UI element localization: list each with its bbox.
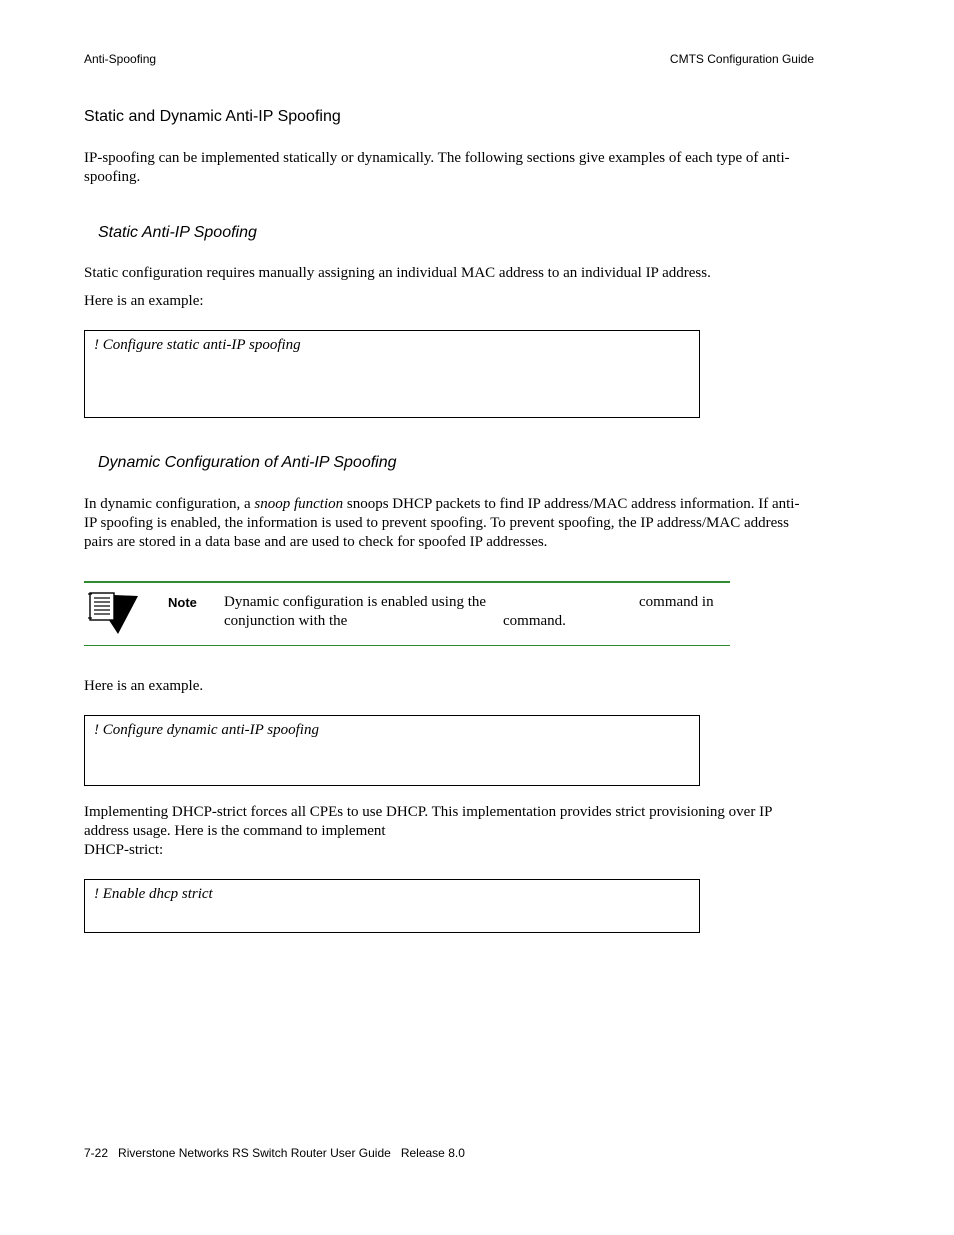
static-code-comment: ! Configure static anti-IP spoofing [94, 337, 301, 353]
dynamic-example-intro: Here is an example. [84, 678, 204, 694]
note-bottom-rule [84, 645, 730, 646]
strict-code-box [84, 879, 700, 933]
static-para-2: Here is an example: [84, 293, 204, 309]
note-line1-a: Dynamic configuration is enabled using the [224, 594, 487, 610]
note-label: Note [168, 595, 197, 610]
page-footer [84, 1146, 465, 1160]
strict-para-1: Implementing DHCP-strict forces all CPEs to use DHCP. This implementation provides strict provisioning over IP address usage. Here is the command to implement [84, 804, 772, 839]
static-subsection-title: Static Anti-IP Spoofing [98, 224, 257, 241]
footer-release: Release 8.0 [400, 1146, 465, 1160]
static-code-box [84, 330, 700, 418]
static-para-1: Static configuration requires manually assigning an individual MAC address to an individual IP address. [84, 265, 711, 281]
dynamic-para-post: snoops DHCP packets to find IP address/MAC address information. If anti-IP spoofing is enabled, the information is used to prevent spoofing. To prevent spoofing, the IP address/MAC address pairs are stored in a data base and are used to check for spoofed IP addresses. [84, 496, 800, 550]
dynamic-subsection-title: Dynamic Configuration of Anti-IP Spoofing [98, 454, 397, 471]
dynamic-para-pre: In dynamic configuration, a [84, 496, 255, 512]
dynamic-para-emphasis: snoop function [254, 496, 344, 512]
note-line1-b: command in [639, 594, 714, 610]
dynamic-code-comment: ! Configure dynamic anti-IP spoofing [94, 722, 319, 738]
strict-code-comment: ! Enable dhcp strict [94, 886, 213, 902]
note-line2-a: conjunction with the [224, 613, 348, 629]
running-header-left: Anti-Spoofing [84, 52, 157, 66]
note-top-rule [84, 581, 730, 583]
dynamic-code-box [84, 715, 700, 786]
section-title: Static and Dynamic Anti-IP Spoofing [84, 108, 341, 125]
strict-para-2: DHCP-strict: [84, 842, 164, 858]
footer-page-number: 7-22 [84, 1146, 109, 1160]
running-header-right: CMTS Configuration Guide [669, 52, 814, 66]
section-intro: IP-spoofing can be implemented statically or dynamically. The following sections give examples of each type of anti-spoofing. [84, 150, 790, 185]
note-pad-icon [86, 590, 142, 636]
dynamic-para [84, 495, 804, 552]
note-line2-b: command. [503, 613, 566, 629]
strict-para [84, 803, 814, 860]
note-text [224, 593, 724, 631]
footer-title: Riverstone Networks RS Switch Router User Guide [118, 1146, 391, 1160]
